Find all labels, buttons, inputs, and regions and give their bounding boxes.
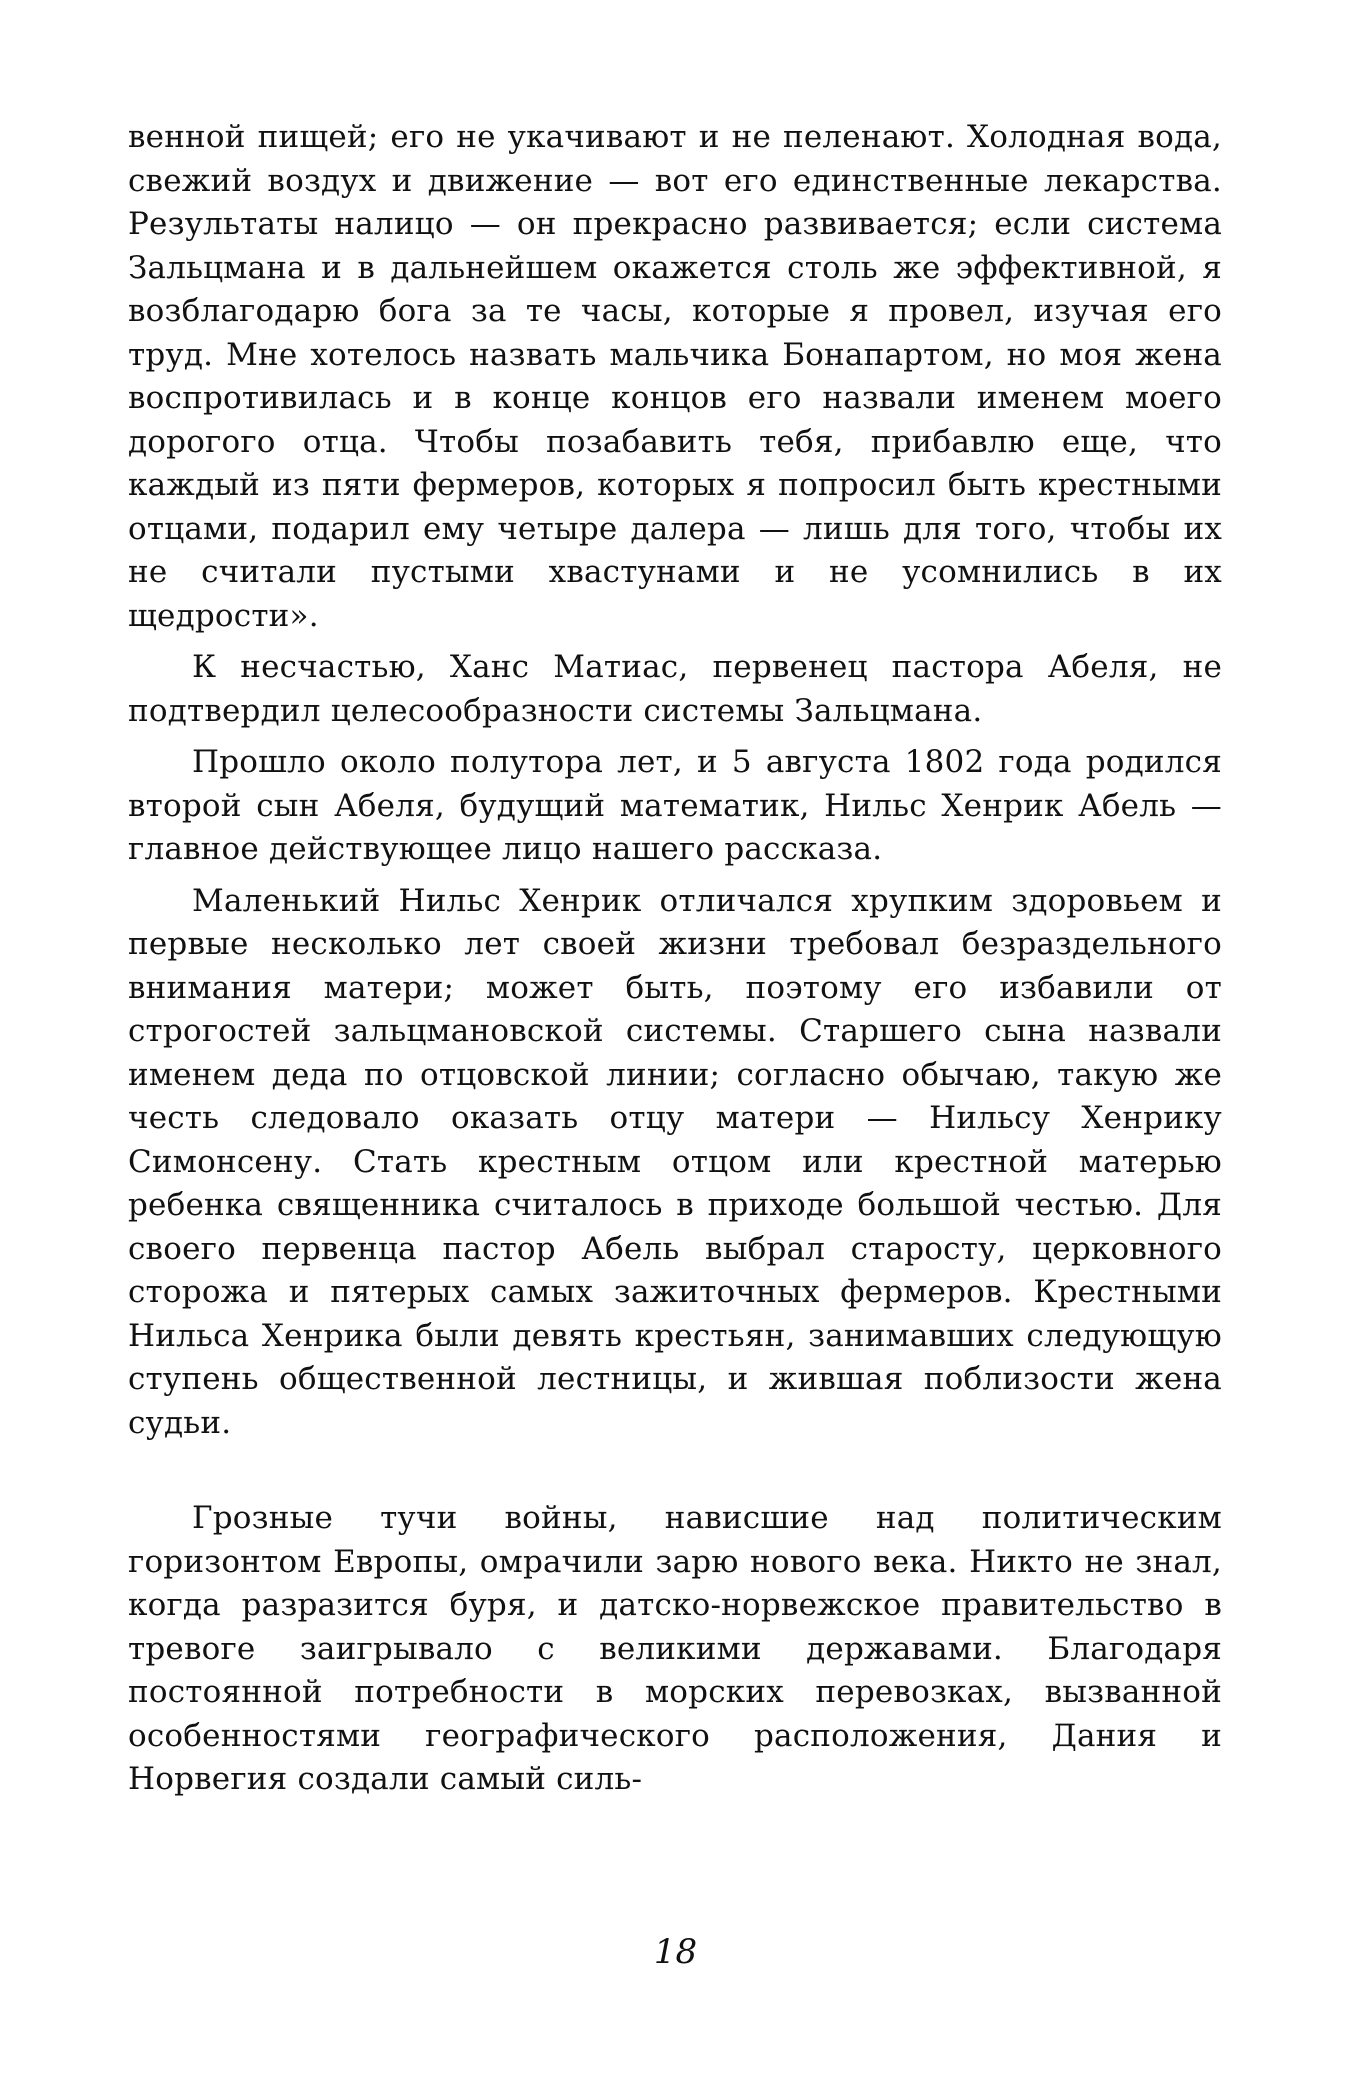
paragraph-hans-matias: К несчастью, Ханс Матиас, первенец пастора Абеля, не подтвердил целесообразности системы Зальцмана.: [128, 649, 1222, 729]
paragraph-godparents: Маленький Нильс Хенрик отличался хрупким здоровьем и первые несколько лет своей жизни требовал безраздельного внимания матери; может быть, поэтому его избавили от строгостей зальцмановской системы. Старшего сына назвали именем деда по отцовской линии; согласно обычаю, такую же честь следовало оказать отцу матери — Нильсу Хенрику Симонсену. Стать крестным отцом или крестной матерью ребенка священника считалось в приходе большой честью. Для своего первенца пастор Абель выбрал старосту, церковного сторожа и пятерых самых зажиточных фермеров. Крестными Нильса Хенрика были девять крестьян, занимавших следующую ступень общественной лестницы, и жившая поблизости жена судьи.: [128, 882, 1222, 1441]
paragraph-war-clouds: Грозные тучи войны, нависшие над политическим горизонтом Европы, омрачили зарю нового века. Никто не знал, когда разразится буря, и датско-норвежское правительство в тревоге заигрывало с великими державами. Благодаря постоянной потребности в морских перевозках, вызванной особенностями географического расположения, Дания и Норвегия создали самый силь-: [128, 1500, 1222, 1797]
paragraph-birth-of-niels: Прошло около полутора лет, и 5 августа 1802 года родился второй сын Абеля, будущий математик, Нильс Хенрик Абель — главное действующее лицо нашего рассказа.: [128, 744, 1222, 867]
page-number: 18: [653, 1932, 698, 1972]
paragraph-letter-continuation: венной пищей; его не укачивают и не пеленают. Холодная вода, свежий воздух и движение — вот его единственные лекарства. Результаты налицо — он прекрасно развивается; если система Зальцмана и в дальнейшем окажется столь же эффективной, я возблагодарю бога за те часы, которые я провел, изучая его труд. Мне хотелось назвать мальчика Бонапартом, но моя жена воспротивилась и в конце концов его назвали именем моего дорогого отца. Чтобы позабавить тебя, прибавлю еще, что каждый из пяти фермеров, которых я попросил быть крестными отцами, подарил ему четыре далера — лишь для того, чтобы их не считали пустыми хвастунами и не усомнились в их щедрости».: [128, 119, 1222, 634]
section-break: [128, 1453, 1222, 1497]
body-text: [128, 116, 1222, 1810]
